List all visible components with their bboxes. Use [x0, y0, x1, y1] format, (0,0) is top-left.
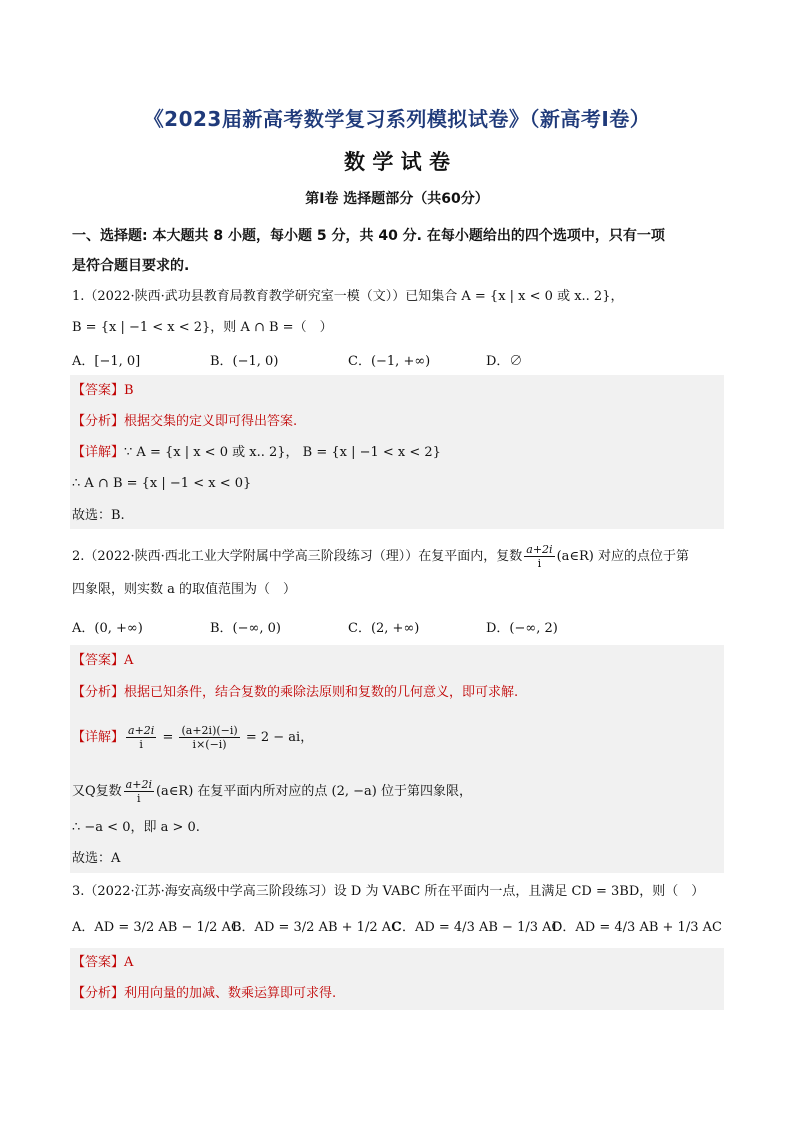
fraction-denominator: i	[137, 792, 141, 805]
q2-line2-pre: 又Q复数	[72, 784, 122, 799]
q1-analysis-row	[72, 412, 297, 432]
q2-stem-pre: 2.（2022·陕西·西北工业大学附属中学高三阶段练习（理））在复平面内，复数	[72, 549, 523, 564]
fraction-numerator: a+2i	[526, 543, 553, 556]
q3-option-b: B．AD = 3/2 AB + 1/2 AC	[232, 920, 402, 935]
q3-option-c: C．AD = 4/3 AB − 1/3 AC	[392, 920, 562, 935]
q1-step: ∴ A ∩ B = {x | −1 < x < 0}	[72, 476, 252, 491]
instructions-line-2: 是符合题目要求的.	[72, 258, 190, 274]
q2-option-d: D．(−∞, 2)	[486, 621, 558, 636]
q2-analysis-row	[72, 683, 518, 703]
main-title: 《2023届新高考数学复习系列模拟试卷》（新高考I卷）	[143, 107, 651, 131]
q2-line2-fraction	[124, 778, 154, 805]
fraction-denominator: i	[537, 557, 542, 570]
q2-line-2	[72, 775, 472, 809]
q2-detail-fraction-2	[179, 724, 239, 751]
q1-analysis: 根据交集的定义即可得出答案.	[124, 414, 298, 429]
subtitle: 数 学 试 卷	[344, 150, 450, 174]
q2-stem-fraction	[524, 543, 554, 570]
answer-tag: 【答案】	[72, 653, 125, 668]
q3-answer-row	[72, 953, 133, 973]
q2-option-c: C．(2, +∞)	[348, 621, 420, 636]
fraction-numerator: a+2i	[128, 724, 155, 737]
q2-stem-post: (a∈R) 对应的点位于第	[556, 549, 690, 564]
q3-analysis-row	[72, 984, 336, 1004]
q3-analysis: 利用向量的加减、数乘运算即可求得.	[124, 986, 337, 1001]
q1-option-c: C．(−1, +∞)	[348, 354, 431, 369]
q3-option-d: D．AD = 4/3 AB + 1/3 AC	[552, 920, 722, 935]
answer-tag: 【答案】	[72, 955, 125, 970]
q2-line2-post: (a∈R) 在复平面内所对应的点 (2, −a) 位于第四象限，	[155, 784, 472, 799]
q2-analysis: 根据已知条件，结合复数的乘除法原则和复数的几何意义，即可求解.	[124, 685, 519, 700]
fraction-numerator: (a+2i)(−i)	[181, 724, 238, 737]
q2-option-a: A．(0, +∞)	[72, 621, 143, 636]
fraction-numerator: a+2i	[125, 778, 152, 791]
answer-tag: 【答案】	[72, 383, 125, 398]
analysis-tag: 【分析】	[72, 414, 125, 429]
q1-answer-row	[72, 381, 134, 401]
q3-answer: A	[124, 955, 134, 970]
q3-option-a: A．AD = 3/2 AB − 1/2 AC	[72, 920, 241, 935]
q2-detail-fraction-1	[126, 724, 156, 751]
q2-answer-row	[72, 651, 133, 671]
fraction-denominator: i×(−i)	[192, 738, 227, 751]
q1-answer: B	[124, 383, 134, 398]
analysis-tag: 【分析】	[72, 685, 125, 700]
q1-option-b: B．(−1, 0)	[210, 354, 279, 369]
q1-choose: 故选：B.	[72, 508, 125, 523]
q2-stem-line-1	[72, 540, 689, 574]
detail-tag: 【详解】	[72, 445, 125, 460]
section-title: 第Ⅰ卷 选择题部分（共60分）	[305, 191, 489, 207]
q1-stem-line-2: B = {x | −1 < x < 2}，则 A ∩ B =（ ）	[72, 320, 333, 335]
q2-detail-row: 【详解】 $\frac{a+2i}{i}$ = $\frac{(a+2i)(-i)}{i\times(-i)}$ = 2 − ai，	[72, 724, 314, 751]
q1-detail-row	[72, 443, 441, 463]
q2-detail-rest: = 2 − ai，	[245, 730, 314, 745]
q1-detail: ∵ A = {x | x < 0 或 x.. 2}， B = {x | −1 < x < 2}	[124, 445, 441, 460]
q3-stem: 3.（2022·江苏·海安高级中学高三阶段练习）设 D 为 VABC 所在平面内一点，且满足 CD = 3BD，则（ ）	[72, 884, 705, 899]
analysis-tag: 【分析】	[72, 986, 125, 1001]
q1-stem-line-1: 1.（2022·陕西·武功县教育局教育教学研究室一模（文））已知集合 A = {x | x < 0 或 x.. 2}，	[72, 289, 624, 304]
detail-tag: 【详解】	[72, 730, 125, 745]
instructions-line-1: 一、选择题: 本大题共 8 小题，每小题 5 分，共 40 分. 在每小题给出的四个选项中，只有一项	[72, 228, 665, 244]
q2-answer: A	[124, 653, 134, 668]
q2-option-b: B．(−∞, 0)	[210, 621, 281, 636]
fraction-denominator: i	[139, 738, 143, 751]
q2-solution-box	[70, 645, 724, 873]
q1-option-d: D．∅	[486, 354, 523, 369]
q2-step: ∴ −a < 0，即 a > 0.	[72, 820, 200, 835]
q2-stem-line-2: 四象限，则实数 a 的取值范围为（ ）	[72, 582, 297, 597]
q1-option-a: A．[−1, 0]	[72, 354, 141, 369]
q2-choose: 故选：A	[72, 851, 121, 866]
